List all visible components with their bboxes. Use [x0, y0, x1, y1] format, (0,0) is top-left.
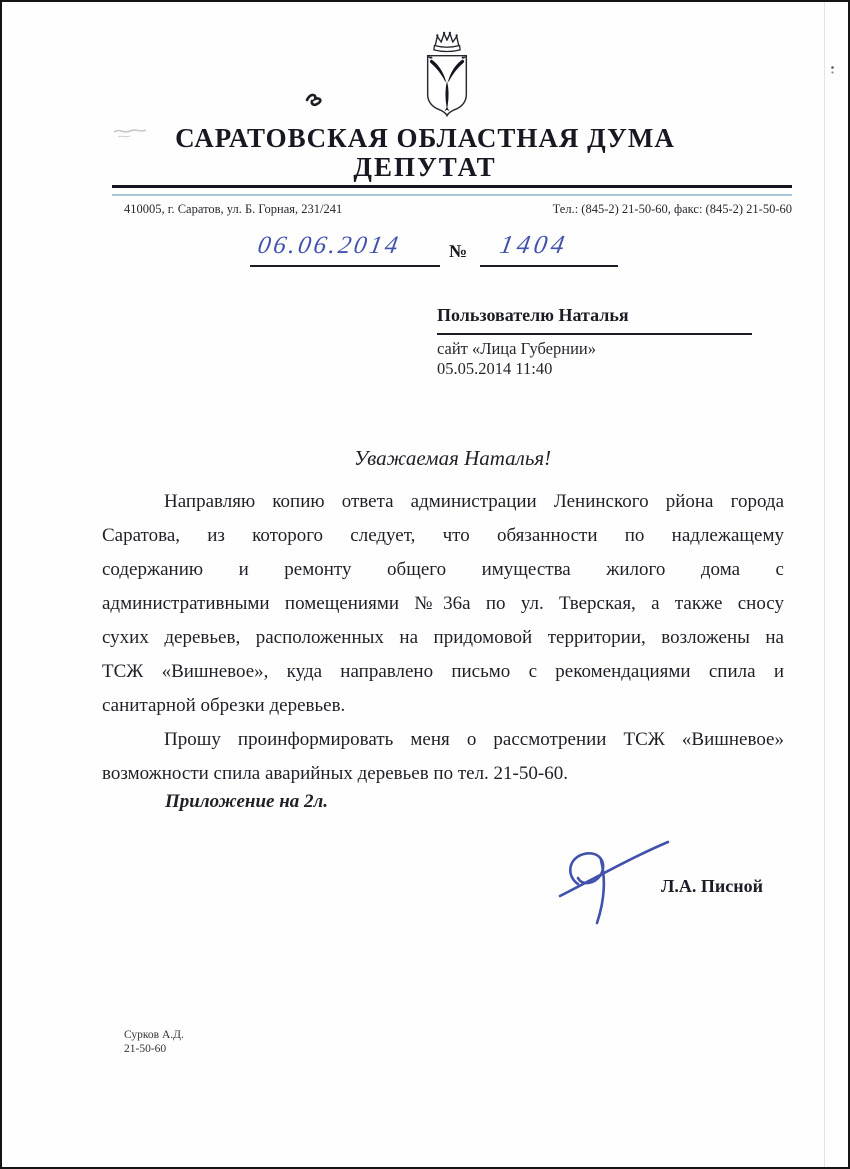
- org-address: 410005, г. Саратов, ул. Б. Горная, 231/241: [124, 202, 343, 216]
- number-sign: №: [449, 241, 468, 261]
- attachment-note: Приложение на 2л.: [165, 791, 328, 812]
- body-line: Саратова, из которого следует, что обязанности по надлежащему: [102, 525, 784, 546]
- body-line: санитарной обрезки деревьев.: [102, 695, 346, 716]
- org-role: ДЕПУТАТ: [353, 152, 497, 182]
- signer-name: Л.А. Писной: [661, 876, 764, 896]
- letter-body: [102, 485, 784, 791]
- scan-edge-line: [824, 2, 825, 1167]
- paragraph-1: [102, 485, 784, 723]
- paragraph-2: [102, 723, 784, 791]
- org-phone-fax: Тел.: (845-2) 21-50-60, факс: (845-2) 21-50-60: [552, 202, 792, 216]
- executor-phone: 21-50-60: [124, 1043, 167, 1055]
- header-rule-dark: [112, 185, 792, 188]
- body-line: ТСЖ «Вишневое», куда направлено письмо с рекомендациями спила и: [102, 661, 784, 682]
- header-rule-blue: [112, 194, 792, 196]
- executor-name: Сурков А.Д.: [124, 1029, 184, 1041]
- pencil-smudge: [112, 122, 160, 140]
- recipient-block: [437, 305, 752, 379]
- scan-speck: [830, 62, 835, 72]
- recipient-source: сайт «Лица Губернии»: [437, 339, 596, 358]
- recipient-underline: [437, 333, 752, 335]
- handwritten-signature: [554, 832, 676, 926]
- salutation: Уважаемая Наталья!: [354, 446, 552, 470]
- body-line: Прошу проинформировать меня о рассмотрении ТСЖ «Вишневое»: [164, 729, 784, 750]
- recipient-name: Пользователю Наталья: [437, 305, 629, 325]
- ink-smudge: [303, 88, 329, 108]
- body-line: возможности спила аварийных деревьев по тел. 21-50-60.: [102, 763, 568, 784]
- body-line: сухих деревьев, расположенных на придомовой территории, возложены на: [102, 627, 784, 648]
- handwritten-number: 1404: [497, 230, 571, 259]
- saratov-coat-of-arms-icon: [418, 30, 476, 120]
- letterhead-contacts-row: [124, 202, 792, 217]
- date-underline: [250, 265, 440, 267]
- body-line: содержанию и ремонту общего имущества жилого дома с: [102, 559, 784, 580]
- executor-block: [124, 1028, 184, 1056]
- org-name: САРАТОВСКАЯ ОБЛАСТНАЯ ДУМА: [175, 123, 675, 153]
- recipient-datetime: 05.05.2014 11:40: [437, 359, 553, 378]
- body-line: Направляю копию ответа администрации Ленинского рйона города: [164, 491, 784, 512]
- number-underline: [480, 265, 618, 267]
- body-line: административными помещениями №36а по ул. Тверская, а также сносу: [102, 593, 784, 614]
- handwritten-date: 06.06.2014: [255, 232, 403, 259]
